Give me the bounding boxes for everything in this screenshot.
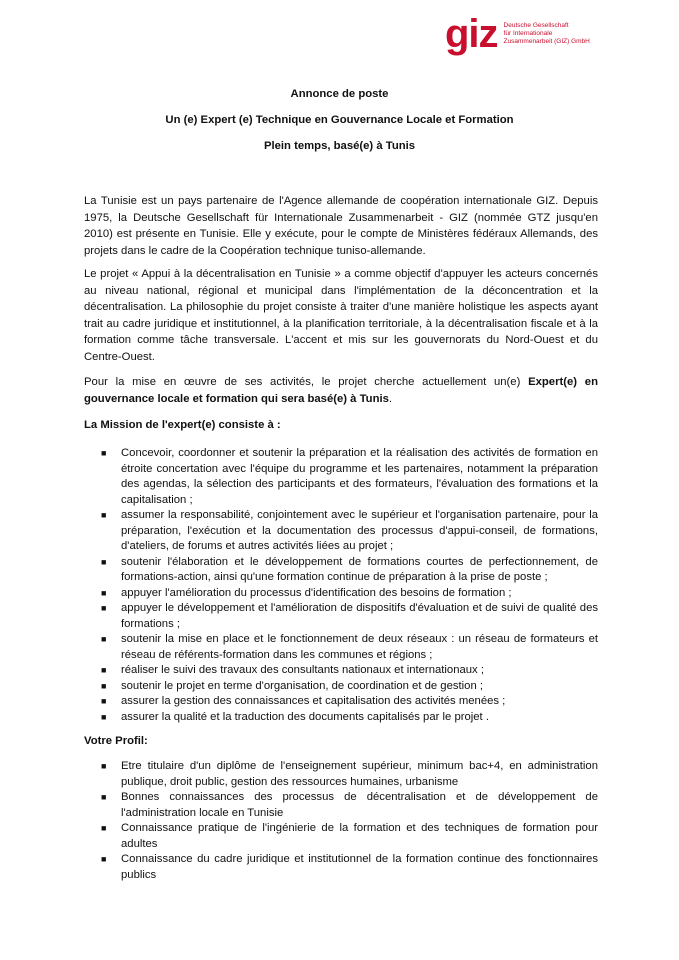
bullet-icon: ■: [101, 634, 107, 644]
mission-item-text: Concevoir, coordonner et soutenir la préparation et la réalisation des activités de formation en étroite concertation avec l'équipe du programme et les partenaires, notamment la préparation des agendas, la sélection des participants et des formateurs, l'évaluation des formations et la capitalisation ;: [121, 447, 598, 506]
mission-item-text: appuyer le développement et l'amélioration de dispositifs d'évaluation et de suivi de qualité des formations ;: [121, 602, 598, 630]
recruitment-paragraph: [84, 374, 598, 407]
bullet-icon: ■: [101, 665, 107, 675]
profile-item-text: Connaissance pratique de l'ingénierie de la formation et des techniques de formation pour adultes: [121, 822, 598, 850]
profile-list: [84, 759, 598, 883]
list-item: [84, 632, 598, 663]
list-item: [84, 446, 598, 508]
giz-logo: [445, 14, 590, 54]
bullet-icon: ■: [101, 761, 107, 771]
mission-item-text: assumer la responsabilité, conjointement avec le supérieur et l'organisation partenaire, pour la préparation, l'exécution et la documentation des processus d'appui-conseil, de formations, d'ateliers, de forums et autres activités liées au projet ;: [121, 509, 598, 552]
list-item: [84, 694, 598, 710]
profile-heading: Votre Profil:: [84, 735, 148, 747]
list-item: [84, 586, 598, 602]
profile-item-text: Etre titulaire d'un diplôme de l'enseignement supérieur, minimum bac+4, en administration publique, droit public, gestion des ressources humaines, urbanisme: [121, 760, 598, 788]
mission-item-text: assurer la qualité et la traduction des documents capitalisés par le projet .: [121, 710, 489, 723]
bullet-icon: ■: [101, 510, 107, 520]
list-item: [84, 508, 598, 555]
profile-item-text: Connaissance du cadre juridique et institutionnel de la formation continue des fonctionnaires publics: [121, 853, 598, 881]
mission-item-text: réaliser le suivi des travaux des consultants nationaux et internationaux ;: [121, 664, 484, 676]
bullet-icon: ■: [101, 680, 107, 691]
bullet-icon: ■: [101, 448, 107, 458]
intro-paragraph: La Tunisie est un pays partenaire de l'Agence allemande de coopération internationale GIZ. Depuis 1975, la Deutsche Gesellschaft für Internationale Zusammenarbeit - GIZ (nommée GTZ jusqu'en 2010) est présente en Tunisie. Elle y exécute, pour le compte de Ministères fédéraux Allemands, des projets dans le cadre de la Coopération technique tuniso-allemande.: [84, 195, 598, 257]
logo-tagline: [504, 22, 590, 46]
project-paragraph: Le projet « Appui à la décentralisation en Tunisie » a comme objectif d'appuyer les acteurs concernés au niveau national, régional et municipal dans l'implémentation de la déconcentration et la décentralisation. La philosophie du projet consiste à traiter d'une manière holistique les aspects ayant trait au cadre juridique et institutionnel, à la planification territoriale, à la décentralisation fiscale et à la formation comme tâche transversale. L'accent et mis sur les gouvernorats du Nord-Ouest et du Centre-Ouest.: [84, 268, 598, 363]
mission-item-text: appuyer l'amélioration du processus d'identification des besoins de formation ;: [121, 586, 512, 599]
position-title: Un (e) Expert (e) Technique en Gouvernance Locale et Formation: [165, 114, 514, 126]
recruitment-text: Pour la mise en œuvre de ses activités, le projet cherche actuellement un(e): [84, 376, 529, 388]
list-item: [84, 663, 598, 679]
bullet-icon: ■: [101, 711, 107, 722]
list-item: [84, 821, 598, 852]
logo-wordmark: giz: [445, 12, 498, 56]
list-item: [84, 679, 598, 695]
mission-item-text: assurer la gestion des connaissances et capitalisation des activités menées ;: [121, 695, 506, 707]
list-item: [84, 790, 598, 821]
mission-item-text: soutenir le projet en terme d'organisation, de coordination et de gestion ;: [121, 679, 484, 692]
logo-line-1: Deutsche Gesellschaft: [503, 22, 569, 29]
mission-item-text: soutenir la mise en place et le fonctionnement de deux réseaux : un réseau de formateurs et réseau de référents-formation dans les communes et régions ;: [121, 633, 598, 661]
bullet-icon: ■: [101, 556, 107, 567]
list-item: [84, 601, 598, 632]
page-title: Annonce de poste: [290, 88, 389, 100]
recruitment-role: Expert(e) en gouvernance locale et formation qui sera basé(e) à Tunis: [84, 376, 598, 405]
mission-list: [84, 446, 598, 725]
bullet-icon: ■: [101, 854, 107, 864]
list-item: [84, 852, 598, 883]
bullet-icon: ■: [101, 823, 107, 833]
bullet-icon: ■: [101, 587, 107, 598]
bullet-icon: ■: [101, 792, 107, 802]
position-location: Plein temps, basé(e) à Tunis: [263, 140, 416, 152]
list-item: [84, 555, 598, 586]
mission-item-text: soutenir l'élaboration et le développement de formations courtes de perfectionnement, de formations-action, ainsi qu'une formation continue de préparation à la prise de poste ;: [121, 555, 598, 583]
bullet-icon: ■: [101, 696, 107, 706]
recruitment-end: .: [388, 392, 393, 405]
list-item: [84, 759, 598, 790]
mission-heading: La Mission de l'expert(e) consiste à :: [84, 419, 281, 431]
bullet-icon: ■: [101, 603, 107, 613]
list-item: [84, 710, 598, 726]
logo-line-2: für Internationale: [503, 30, 553, 37]
profile-item-text: Bonnes connaissances des processus de décentralisation et de développement de l'administration locale en Tunisie: [121, 791, 598, 819]
logo-line-3: Zusammenarbeit (GIZ) GmbH: [503, 38, 590, 45]
